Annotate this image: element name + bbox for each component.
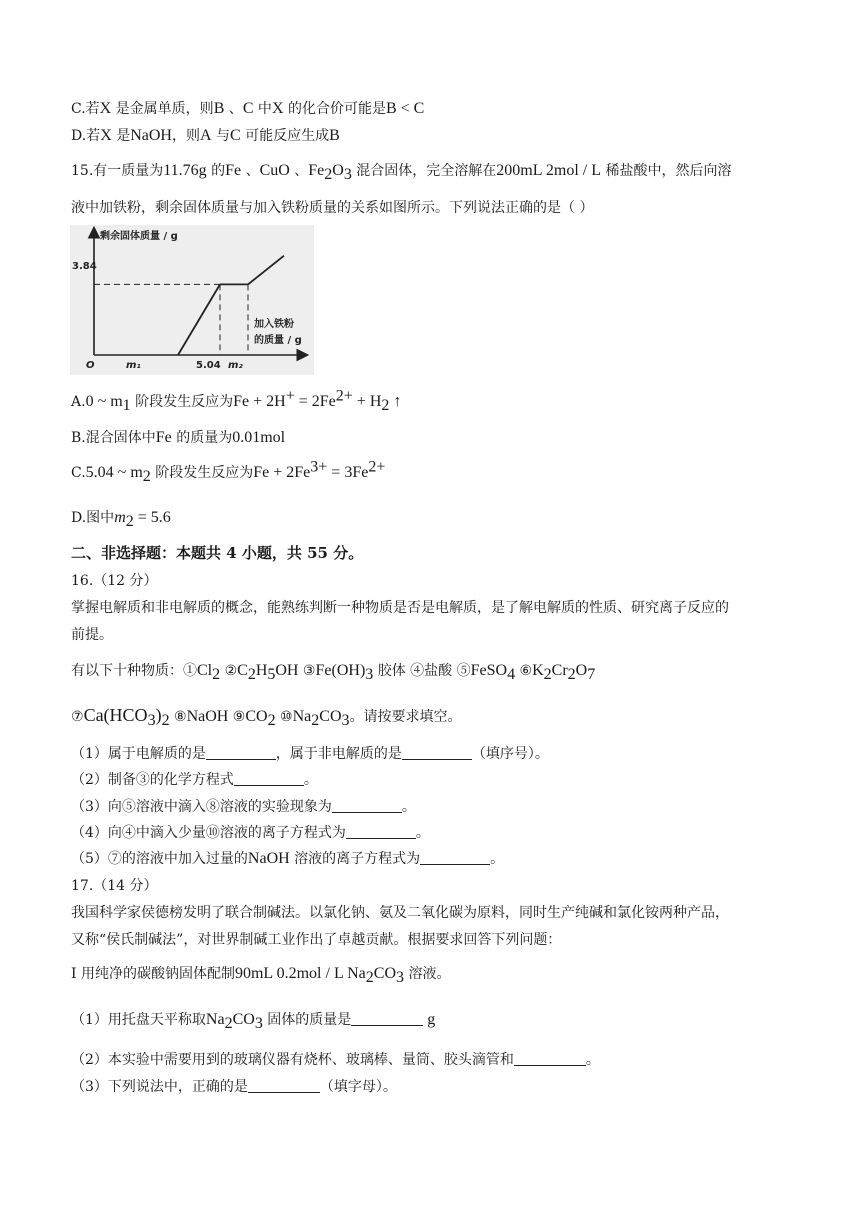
option-c-prev: C.若X 是金属单质，则B 、C 中X 的化合价可能是B < C — [71, 100, 425, 117]
y-axis-label: 剩余固体质量 / g — [100, 231, 178, 242]
question-17-heading: 17.（14 分） — [71, 878, 158, 894]
q17-sub-3: （3）下列说法中，正确的是 （填字母）。 — [71, 1079, 397, 1095]
q16-paragraph-line1: 掌握电解质和非电解质的概念，能熟练判断一种物质是否是电解质，是了解电解质的性质、研究离子反应的 — [71, 600, 729, 616]
answer-blank[interactable] — [332, 798, 402, 813]
x-axis-label-line2: 的质量 / g — [254, 335, 302, 346]
q17-paragraph-line2: 又称“侯氏制碱法”，对世界制碱工业作出了卓越贡献。根据要求回答下列问题： — [71, 932, 562, 948]
question-15-figure — [70, 225, 314, 375]
x-tick-label-m1: m₁ — [126, 360, 141, 371]
x-tick-label-504: 5.04 — [196, 360, 221, 371]
y-tick-label: 3.84 — [72, 261, 97, 272]
option-d-prev: D.若X 是NaOH，则A 与C 可能反应生成B — [71, 127, 340, 144]
answer-blank[interactable] — [420, 850, 490, 865]
x-tick-label-m2: m₂ — [228, 360, 243, 371]
option-c: C.5.04 ~ $m_2$ 阶段发生反应为$Fe + 2Fe^{3+} = 3Fe^{2+}$ — [71, 458, 386, 485]
origin-label: O — [86, 360, 95, 371]
q17-sub-2: （2）本实验中需要用到的玻璃仪器有烧杯、玻璃棒、量筒、胶头滴管和 。 — [71, 1052, 600, 1068]
q17-sub-1: （1）用托盘天平称取$Na_2CO_3$ 固体的质量是 g — [71, 1011, 436, 1032]
mass-chart — [70, 225, 314, 375]
answer-blank[interactable] — [206, 745, 276, 760]
question-16-heading: 16.（12 分） — [71, 573, 158, 589]
answer-blank[interactable] — [248, 1078, 320, 1093]
question-15-line2: 液中加铁粉，剩余固体质量与加入铁粉质量的关系如图所示。下列说法正确的是（ ） — [71, 200, 594, 216]
q16-sub-1: （1）属于电解质的是 ，属于非电解质的是 （填序号）。 — [71, 746, 549, 762]
q16-sub-4: （4）向④中滴入少量⑩溶液的离子方程式为 。 — [71, 825, 430, 841]
answer-blank[interactable] — [402, 745, 472, 760]
question-15-line1: 15.有一质量为11.76g 的Fe 、CuO 、$Fe_2O_3$ 混合固体，完全溶解在200mL 2mol / L 稀盐酸中，然后向溶 — [71, 162, 732, 183]
q16-sub-2: （2）制备③的化学方程式 。 — [71, 772, 318, 788]
q16-substances-line1: 有以下十种物质：$①Cl_2$ $②C_2H_5OH$ $③Fe(OH)_3$ 胶体 ④盐酸 ⑤FeSO$_4$ $⑥K_2Cr_2O_7$ — [71, 662, 596, 683]
q16-sub-3: （3）向⑤溶液中滴入⑧溶液的实验现象为 。 — [71, 799, 416, 815]
answer-blank[interactable] — [351, 1011, 423, 1026]
q17-paragraph-line1: 我国科学家侯德榜发明了联合制碱法。以氯化钠、氨及二氧化碳为原料，同时生产纯碱和氯化铵两种产品， — [71, 905, 729, 921]
option-b: B.混合固体中Fe 的质量为0.01mol — [71, 429, 286, 446]
series-segment-1 — [178, 284, 220, 355]
answer-blank[interactable] — [346, 824, 416, 839]
q16-sub-5: （5）⑦的溶液中加入过量的NaOH 溶液的离子方程式为 。 — [71, 850, 505, 867]
section-2-heading: 二、非选择题：本题共 4 小题，共 55 分。 — [71, 544, 364, 562]
series-segment-3 — [248, 256, 284, 285]
q16-paragraph-line2: 前提。 — [71, 627, 113, 643]
option-a: A.0 ~ $m_1$ 阶段发生反应为$Fe + 2H^+ = 2Fe^{2+} + H_2$ ↑ — [71, 387, 402, 414]
option-d: D.图中$m_2 = 5.6$ — [71, 509, 171, 530]
answer-blank[interactable] — [514, 1051, 586, 1066]
chart-guides — [94, 284, 248, 355]
q16-substances-line2: $⑦Ca(HCO_3)_2$ ⑧NaOH $⑨CO_2$ $⑩Na_2CO_3$。请按要求填空。 — [71, 705, 462, 729]
q17-part-I: I 用纯净的碳酸钠固体配制90mL 0.2mol / L $Na_2CO_3$ 溶液。 — [71, 965, 451, 986]
x-axis-label-line1: 加入铁粉 — [254, 319, 294, 330]
answer-blank[interactable] — [234, 771, 304, 786]
